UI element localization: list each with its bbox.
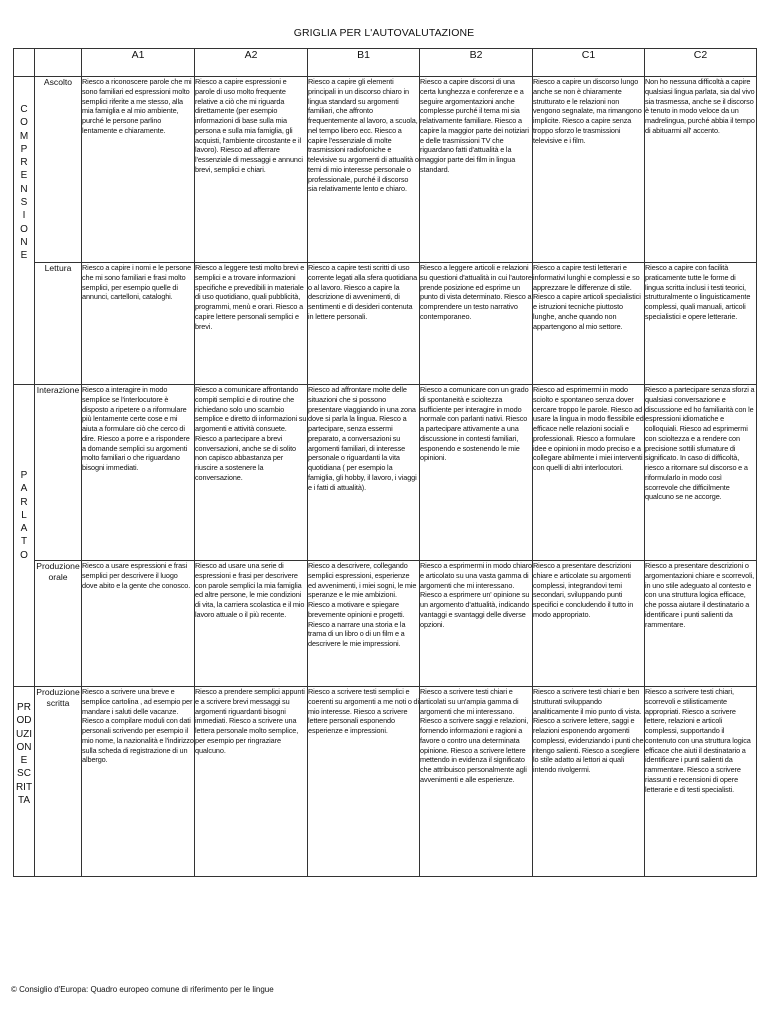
cell-produzione-orale-b1: Riesco a descrivere, collegando semplici espressioni, esperienze ed avvenimenti, i miei sogni, le mie speranze e le mie ambizioni. Riesco a motivare e spiegare brevemente opinioni e progetti. Riesco a narrare una storia e la trama di un libro o di un film e a descrivere le mie impressioni.: [308, 561, 420, 687]
level-header-c2: C2: [645, 49, 757, 77]
cell-interazione-b1: Riesco ad affrontare molte delle situazioni che si possono presentare viaggiando in una zona dove si parla la lingua. Riesco a partecipare, senza essermi preparato, a conversazioni su argomenti familiari, di interesse personale o riguardanti la vita quotidiana ( per esempio la famiglia, gli hobby, il lavoro, i viaggi e i fatti di attualità).: [308, 385, 420, 561]
row-produzione-scritta: [14, 687, 757, 877]
cell-produzione-orale-c2: Riesco a presentare descrizioni o argomentazioni chiare e scorrevoli, in uno stile adeguato al contesto e con una struttura logica efficace, che possa aiutare il destinatario a identificare i punti salienti da rammentare.: [645, 561, 757, 687]
level-header-c1: C1: [533, 49, 645, 77]
cell-interazione-a2: Riesco a comunicare affrontando compiti semplici e di routine che richiedano solo uno scambio semplice e diretto di informazioni su argomenti e attività consuete. Riesco a partecipare a brevi conversazioni, anche se di solito non capisco abbastanza per riuscire a sostenere la conversazione.: [195, 385, 308, 561]
cell-interazione-c1: Riesco ad esprimermi in modo sciolto e spontaneo senza dover cercare troppo le parole. Riesco ad usare la lingua in modo flessibile ed efficace nelle relazioni sociali e professionali. Riesco a formulare idee e opinioni in modo preciso e a collegare abilmente i miei interventi con quelli di altri interlocutori.: [533, 385, 645, 561]
page-title: GRIGLIA PER L'AUTOVALUTAZIONE: [293, 27, 475, 39]
level-header-a1: A1: [82, 49, 195, 77]
cell-ascolto-c2: Non ho nessuna difficoltà a capire qualsiasi lingua parlata, sia dal vivo sia trasmessa, anche se il discorso è tenuto in modo veloce da un madrelingua, purché abbia il tempo di abituarmi all' accento.: [645, 77, 757, 263]
group-comprensione: C O M P R E N S I O N E: [14, 77, 35, 385]
copyright-footer: © Consiglio d'Europa: Quadro europeo comune di riferimento per le lingue: [11, 985, 274, 994]
cell-produzione-scritta-b2: Riesco a scrivere testi chiari e articolati su un'ampia gamma di argomenti che mi interessano. Riesco a scrivere saggi e relazioni, fornendo informazioni e ragioni a favore o contro una determinata opinione. Riesco a scrivere lettere mettendo in evidenza il significato che attribuisco personalmente agli avvenimenti e alle esperienze.: [420, 687, 533, 877]
cell-produzione-scritta-a2: Riesco a prendere semplici appunti e a scrivere brevi messaggi su argomenti riguardanti bisogni immediati. Riesco a scrivere una lettera personale molto semplice, per esempio per ringraziare qualcuno.: [195, 687, 308, 877]
cell-produzione-orale-c1: Riesco a presentare descrizioni chiare e articolate su argomenti complessi, integrandovi temi secondari, sviluppando punti specifici e concludendo il tutto in modo appropriato.: [533, 561, 645, 687]
group-parlato: P A R L A T O: [14, 385, 35, 687]
corner-cell: [35, 49, 82, 77]
row-ascolto: [14, 77, 757, 263]
row-interazione: [14, 385, 757, 561]
skill-label-interazione: Interazione: [35, 385, 82, 561]
cell-interazione-c2: Riesco a partecipare senza sforzi a qualsiasi conversazione e discussione ed ho familiarità con le espressioni idiomatiche e colloquiali. Riesco ad esprimermi con scioltezza e a rendere con precisione sottili sfumature di significato. In caso di difficoltà, riesco a ritornare sul discorso e a riformularlo in modo così scorrevole che difficilmente qualcuno se ne accorge.: [645, 385, 757, 561]
cell-ascolto-c1: Riesco a capire un discorso lungo anche se non è chiaramente strutturato e le relazioni non vengono segnalate, ma rimangono implicite. Riesco a capire senza troppo sforzo le trasmissioni televisive e i film.: [533, 77, 645, 263]
cell-produzione-orale-b2: Riesco a esprimermi in modo chiaro e articolato su una vasta gamma di argomenti che mi interessano. Riesco a esprimere un' opinione su un argomento d'attualità, indicando vantaggi e svantaggi delle diverse opzioni.: [420, 561, 533, 687]
skill-label-produzione-orale: Produzione orale: [35, 561, 82, 687]
row-lettura: [14, 263, 757, 385]
cell-lettura-c1: Riesco a capire testi letterari e informativi lunghi e complessi e so apprezzare le differenze di stile. Riesco a capire articoli specialistici e istruzioni tecniche piuttosto lunghe, anche quando non appartengono al mio settore.: [533, 263, 645, 385]
level-header-a2: A2: [195, 49, 308, 77]
skill-label-produzione-scritta: Produzione scritta: [35, 687, 82, 877]
cell-lettura-b2: Riesco a leggere articoli e relazioni su questioni d'attualità in cui l'autore prende posizione ed esprime un punto di vista determinato. Riesco a comprendere un testo narrativo contemporaneo.: [420, 263, 533, 385]
cell-produzione-scritta-c2: Riesco a scrivere testi chiari, scorrevoli e stilisticamente appropriati. Riesco a scrivere lettere, relazioni e articoli complessi, supportando il contenuto con una struttura logica efficace che aiuti il destinatario a identificare i punti salienti da rammentare. Riesco a scrivere riassunti e recensioni di opere letterarie e di testi specialisti.: [645, 687, 757, 877]
corner-cell: [14, 49, 35, 77]
group-produzione-scritta: PR OD UZI ON E SC RIT TA: [14, 687, 35, 877]
cell-ascolto-a1: Riesco a riconoscere parole che mi sono familiari ed espressioni molto semplici riferite a me stesso, alla mia famiglia e al mio ambiente, purché le persone parlino lentamente e chiaramente.: [82, 77, 195, 263]
cell-interazione-b2: Riesco a comunicare con un grado di spontaneità e scioltezza sufficiente per interagire in modo normale con parlanti nativi. Riesco a partecipare attivamente a una discussione in contesti familiari, esponendo e sostenendo le mie opinioni.: [420, 385, 533, 561]
cell-produzione-orale-a1: Riesco a usare espressioni e frasi semplici per descrivere il luogo dove abito e la gente che conosco.: [82, 561, 195, 687]
cell-interazione-a1: Riesco a interagire in modo semplice se l'interlocutore è disposto a ripetere o a riformulare più lentamente certe cose e mi aiuta a formulare ciò che cerco di dire. Riesco a porre e a rispondere a domande semplici su argomenti molto familiari o che riguardano bisogni immediati.: [82, 385, 195, 561]
header-row: [14, 49, 757, 77]
cell-lettura-a2: Riesco a leggere testi molto brevi e semplici e a trovare informazioni specifiche e prevedibili in materiale di uso quotidiano, quali pubblicità, programmi, menù e orari. Riesco a capire lettere personali semplici e brevi.: [195, 263, 308, 385]
cell-lettura-a1: Riesco a capire i nomi e le persone che mi sono familiari e frasi molto semplici, per esempio quelle di annunci, cartelloni, cataloghi.: [82, 263, 195, 385]
cell-produzione-scritta-b1: Riesco a scrivere testi semplici e coerenti su argomenti a me noti o di mio interesse. Riesco a scrivere lettere personali esponendo esperienze e impressioni.: [308, 687, 420, 877]
cell-produzione-orale-a2: Riesco ad usare una serie di espressioni e frasi per descrivere con parole semplici la mia famiglia ed altre persone, le mie condizioni di vita, la carriera scolastica e il mio lavoro attuale o il più recente.: [195, 561, 308, 687]
self-assessment-grid: [13, 48, 757, 877]
cell-ascolto-b2: Riesco a capire discorsi di una certa lunghezza e conferenze e a seguire argomentazioni anche complesse purché il tema mi sia relativamente familiare. Riesco a capire la maggior parte dei notiziari e delle trasmissioni TV che riguardano fatti d'attualità e la maggior parte dei film in lingua standard.: [420, 77, 533, 263]
cell-ascolto-a2: Riesco a capire espressioni e parole di uso molto frequente relative a ciò che mi riguarda direttamente (per esempio informazioni di base sulla mia persona e sulla mia famiglia, gli acquisti, l'ambiente circostante e il lavoro). Riesco ad afferrare l'essenziale di messaggi e annunci brevi, semplici e chiari.: [195, 77, 308, 263]
cell-produzione-scritta-a1: Riesco a scrivere una breve e semplice cartolina , ad esempio per mandare i saluti delle vacanze. Riesco a compilare moduli con dati personali scrivendo per esempio il mio nome, la nazionalità e l'indirizzo sulla scheda di registrazione di un albergo.: [82, 687, 195, 877]
cell-ascolto-b1: Riesco a capire gli elementi principali in un discorso chiaro in lingua standard su argomenti familiari, che affronto frequentemente al lavoro, a scuola, nel tempo libero ecc. Riesco a capire l'essenziale di molte trasmissioni radiofoniche e televisive su argomenti di attualità o temi di mio interesse personale o professionale, purché il discorso sia relativamente lento e chiaro.: [308, 77, 420, 263]
row-produzione-orale: [14, 561, 757, 687]
level-header-b1: B1: [308, 49, 420, 77]
level-header-b2: B2: [420, 49, 533, 77]
cell-lettura-c2: Riesco a capire con facilità praticamente tutte le forme di lingua scritta inclusi i testi teorici, strutturalmente o linguisticamente complessi, quali manuali, articoli specialistici e opere letterarie.: [645, 263, 757, 385]
skill-label-lettura: Lettura: [35, 263, 82, 385]
cell-lettura-b1: Riesco a capire testi scritti di uso corrente legati alla sfera quotidiana o al lavoro. Riesco a capire la descrizione di avvenimenti, di sentimenti e di desideri contenuta in lettere personali.: [308, 263, 420, 385]
cell-produzione-scritta-c1: Riesco a scrivere testi chiari e ben strutturati sviluppando analiticamente il mio punto di vista. Riesco a scrivere lettere, saggi e relazioni esponendo argomenti complessi, evidenziando i punti che ritengo salienti. Riesco a scegliere lo stile adatto ai lettori ai quali intendo rivolgermi.: [533, 687, 645, 877]
skill-label-ascolto: Ascolto: [35, 77, 82, 263]
